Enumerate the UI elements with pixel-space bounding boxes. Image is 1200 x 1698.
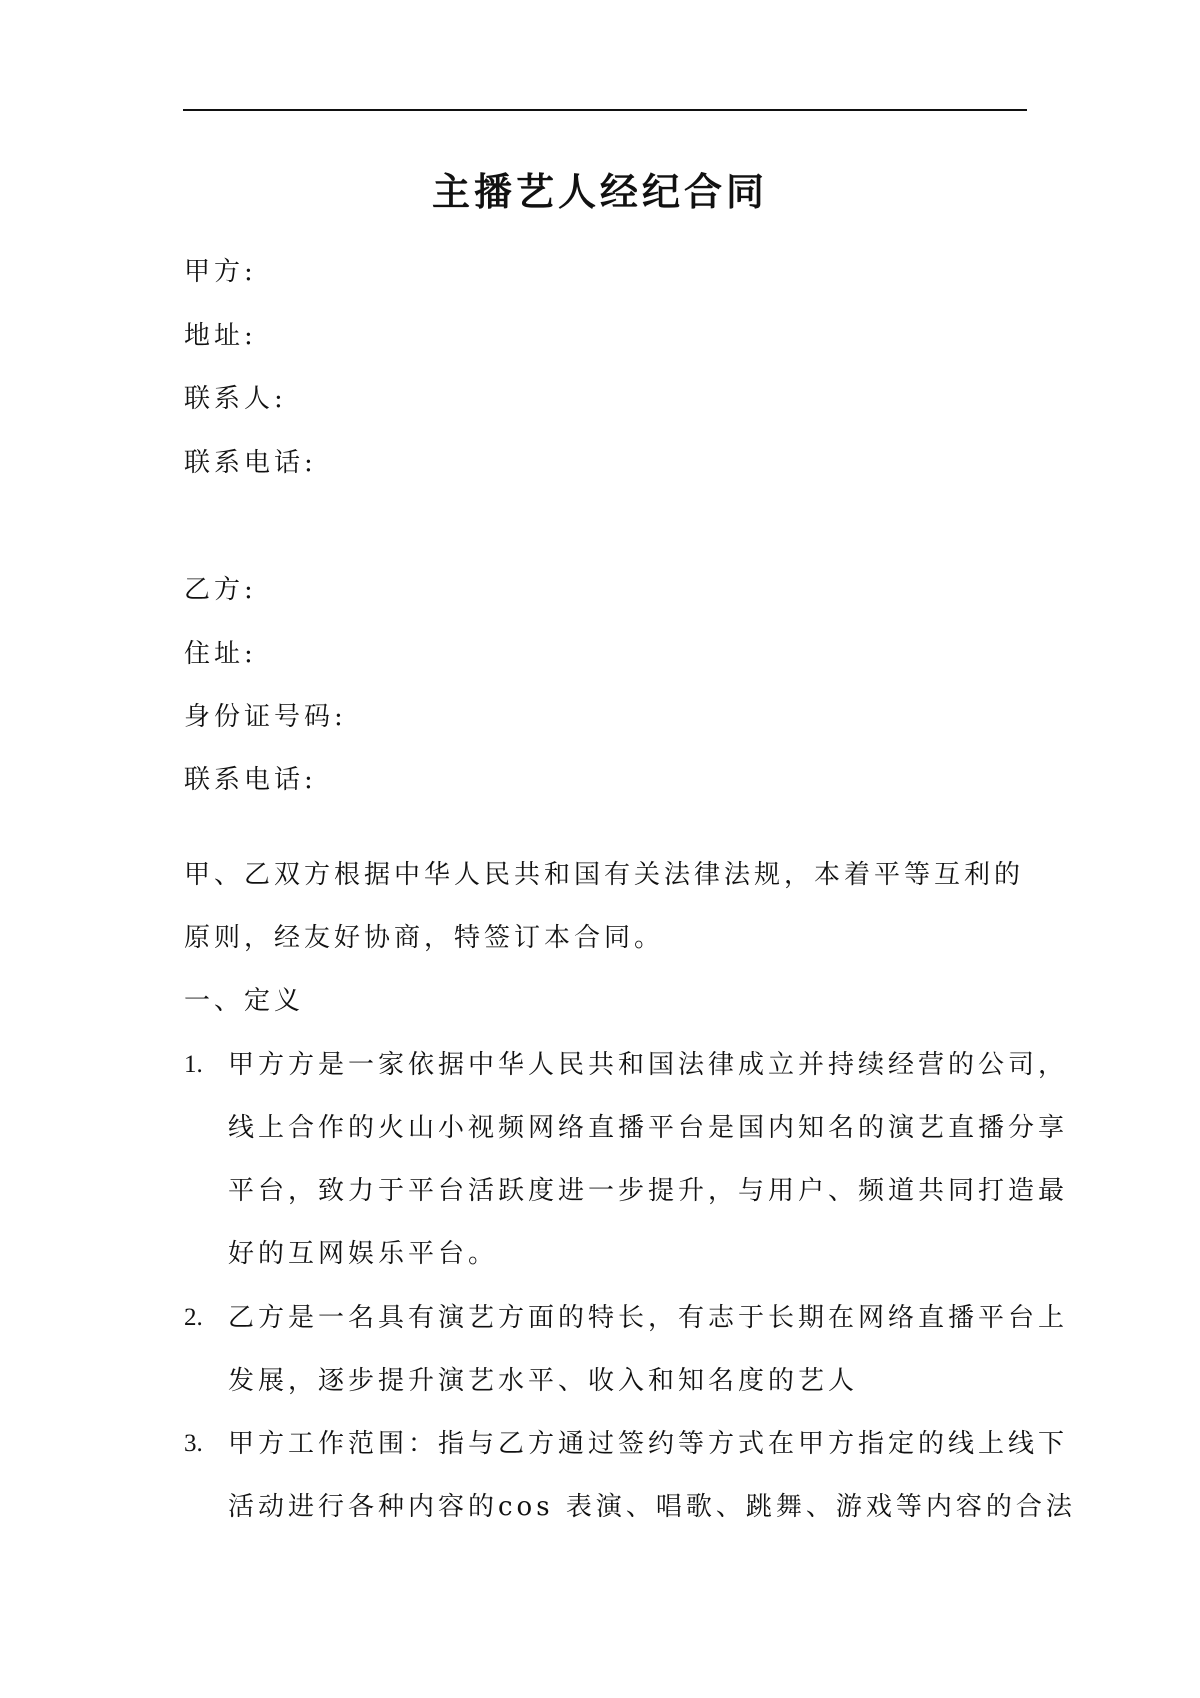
list-item-line: 甲方方是一家依据中华人民共和国法律成立并持续经营的公司， bbox=[228, 1050, 1069, 1080]
list-item-line: 甲方工作范围：指与乙方通过签约等方式在甲方指定的线上线下 bbox=[228, 1429, 1069, 1459]
list-item-line: 平台，致力于平台活跃度进一步提升，与用户、频道共同打造最 bbox=[228, 1176, 1069, 1206]
list-item-line: 活动进行各种内容的cos 表演、唱歌、跳舞、游戏等内容的合法 bbox=[228, 1492, 1076, 1522]
list-item-line: 发展，逐步提升演艺水平、收入和知名度的艺人 bbox=[228, 1366, 859, 1396]
party-b-id-label: 身份证号码: bbox=[184, 702, 347, 732]
party-a-address-label: 地址: bbox=[184, 321, 257, 351]
list-item-number: 3. bbox=[184, 1430, 203, 1457]
party-b-label: 乙方: bbox=[184, 575, 257, 605]
party-a-phone-label: 联系电话: bbox=[184, 448, 317, 478]
preamble-line: 原则，经友好协商，特签订本合同。 bbox=[184, 923, 665, 953]
list-item-number: 2. bbox=[184, 1304, 203, 1331]
list-item-line: 乙方是一名具有演艺方面的特长，有志于长期在网络直播平台上 bbox=[228, 1303, 1069, 1333]
list-item-number: 1. bbox=[184, 1051, 203, 1078]
header-rule bbox=[183, 109, 1027, 111]
party-a-label: 甲方: bbox=[184, 257, 257, 287]
document-title: 主播艺人经纪合同 bbox=[431, 169, 768, 214]
section-heading: 一、定义 bbox=[184, 986, 305, 1016]
party-b-address-label: 住址: bbox=[184, 639, 257, 669]
party-b-phone-label: 联系电话: bbox=[184, 765, 317, 795]
list-item-line: 线上合作的火山小视频网络直播平台是国内知名的演艺直播分享 bbox=[228, 1113, 1069, 1143]
party-a-contact-label: 联系人: bbox=[184, 384, 287, 414]
preamble-line: 甲、乙双方根据中华人民共和国有关法律法规，本着平等互利的 bbox=[184, 860, 1025, 890]
list-item-line: 好的互网娱乐平台。 bbox=[228, 1239, 499, 1269]
